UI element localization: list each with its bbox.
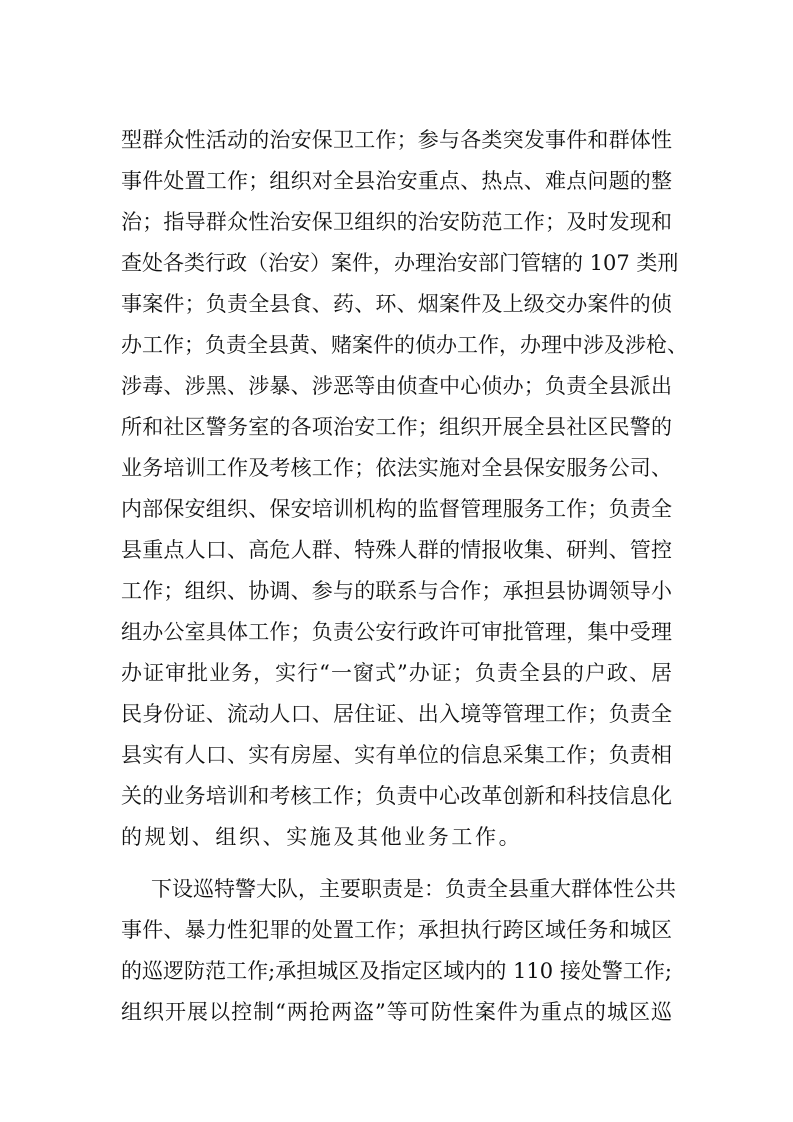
- paragraph-1-line-16: 县实有人口、实有房屋、实有单位的信息采集工作；负责相: [121, 743, 672, 767]
- paragraph-1-line-8: 所和社区警务室的各项治安工作；组织开展全县社区民警的: [121, 415, 672, 439]
- paragraph-1-line-4: 查处各类行政（治安）案件，办理治安部门管辖的 107 类刑: [121, 251, 679, 275]
- paragraph-1-line-18-last: 的规划、组织、实施及其他业务工作。: [121, 825, 523, 849]
- paragraph-1-line-6: 办工作；负责全县黄、赌案件的侦办工作，办理中涉及涉枪、: [121, 333, 688, 357]
- paragraph-2-line-3: 的巡逻防范工作;承担城区及指定区域内的 110 接处警工作;: [121, 959, 672, 983]
- paragraph-1-line-9: 业务培训工作及考核工作；依法实施对全县保安服务公司、: [121, 456, 672, 480]
- paragraph-1-line-2: 事件处置工作；组织对全县治安重点、热点、难点问题的整: [121, 169, 672, 193]
- paragraph-2-line-2: 事件、暴力性犯罪的处置工作；承担执行跨区域任务和城区: [121, 918, 672, 942]
- paragraph-1-line-17: 关的业务培训和考核工作；负责中心改革创新和科技信息化: [121, 784, 672, 808]
- paragraph-1-line-1: 型群众性活动的治安保卫工作；参与各类突发事件和群体性: [121, 128, 672, 152]
- paragraph-1-line-5: 事案件；负责全县食、药、环、烟案件及上级交办案件的侦: [121, 292, 672, 316]
- paragraph-1-line-13: 组办公室具体工作；负责公安行政许可审批管理，集中受理: [121, 620, 672, 644]
- paragraph-1-line-7: 涉毒、涉黑、涉暴、涉恶等由侦查中心侦办；负责全县派出: [121, 374, 672, 398]
- paragraph-2-line-1: 下设巡特警大队，主要职责是：负责全县重大群体性公共: [151, 877, 676, 901]
- paragraph-1-line-15: 民身份证、流动人口、居住证、出入境等管理工作；负责全: [121, 702, 672, 726]
- paragraph-1-line-10: 内部保安组织、保安培训机构的监督管理服务工作；负责全: [121, 497, 672, 521]
- paragraph-1-line-11: 县重点人口、高危人群、特殊人群的情报收集、研判、管控: [121, 538, 672, 562]
- paragraph-2-line-4: 组织开展以控制“两抢两盗”等可防性案件为重点的城区巡: [121, 1000, 672, 1024]
- paragraph-1-line-12: 工作；组织、协调、参与的联系与合作；承担县协调领导小: [121, 579, 672, 603]
- paragraph-1-line-3: 治；指导群众性治安保卫组织的治安防范工作；及时发现和: [121, 210, 672, 234]
- paragraph-1-line-14: 办证审批业务，实行“一窗式”办证；负责全县的户政、居: [121, 661, 672, 685]
